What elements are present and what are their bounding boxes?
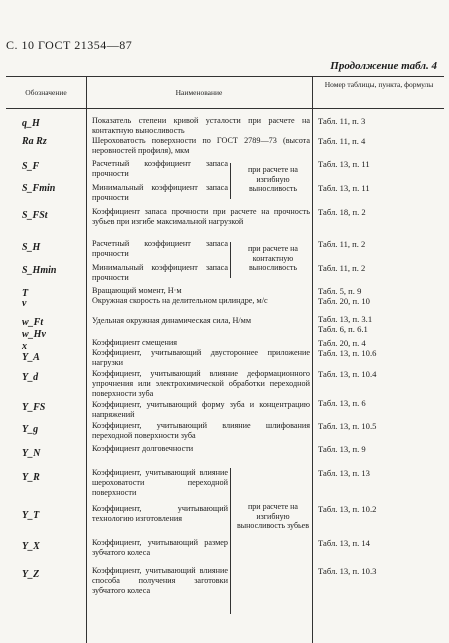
row-ref: Табл. 5, п. 9 <box>318 286 362 296</box>
symbol: S_Hmin <box>22 265 57 276</box>
row-name: Коэффициент запаса прочности при расчете на прочность зубьев при изгибе максимальной нагрузкой <box>92 207 310 227</box>
group-brace <box>230 468 231 614</box>
symbol: S_F <box>22 161 40 172</box>
group-brace <box>230 242 231 278</box>
symbol: Y_X <box>22 541 40 552</box>
symbol: Y_Z <box>22 569 40 580</box>
row-ref: Табл. 13, п. 10.5 <box>318 421 377 431</box>
row-ref: Табл. 13, п. 6 <box>318 398 366 408</box>
row-name: Минимальный коэффициент запаса прочности <box>92 183 228 203</box>
group-label-bending-teeth: при расчете на изгибную выносливость зубьев <box>236 502 309 530</box>
row-ref: Табл. 13, п. 9 <box>318 444 366 454</box>
symbol: T <box>22 288 29 299</box>
symbol: q_H <box>22 118 40 129</box>
group-label-bending: при расчете на изгибную выносливость <box>248 165 298 193</box>
row-name: Удельная окружная динамическая сила, Н/мм <box>92 316 252 325</box>
symbol: Y_FS <box>22 402 46 413</box>
row-name: Коэффициент, учитывающий технологию изготовления <box>92 504 228 524</box>
row-ref: Табл. 13, п. 3.1 <box>318 314 373 324</box>
row-name: Показатель степени кривой усталости при расчете на контактную выносливость <box>92 116 310 136</box>
row-name: Коэффициент, учитывающий влияние шероховатости переходной поверхности <box>92 468 228 498</box>
row-ref: Табл. 13, п. 11 <box>318 159 370 169</box>
row-ref: Табл. 18, п. 2 <box>318 207 366 217</box>
row-ref: Табл. 13, п. 11 <box>318 183 370 193</box>
row-ref: Табл. 6, п. 6.1 <box>318 324 368 334</box>
row-name: Коэффициент долговечности <box>92 444 194 453</box>
page-header: С. 10 ГОСТ 21354—87 <box>6 38 133 52</box>
symbol: S_H <box>22 242 41 253</box>
symbol: S_Fmin <box>22 183 56 194</box>
symbol: Y_R <box>22 472 40 483</box>
symbol: Y_d <box>22 372 39 383</box>
row-ref: Табл. 20, п. 10 <box>318 296 370 306</box>
row-ref: Табл. 13, п. 14 <box>318 538 370 548</box>
symbol: Y_g <box>22 424 39 435</box>
symbol: Y_A <box>22 352 40 363</box>
symbol: S_FSt <box>22 210 48 221</box>
row-name: Вращающий момент, Н·м <box>92 286 182 295</box>
row-ref: Табл. 11, п. 3 <box>318 116 366 126</box>
row-ref: Табл. 11, п. 4 <box>318 136 366 146</box>
row-name: Коэффициент, учитывающий двустороннее приложение нагрузки <box>92 348 310 368</box>
column-header-symbol: Обозначение <box>25 88 67 97</box>
row-ref: Табл. 13, п. 10.2 <box>318 504 377 514</box>
row-name: Коэффициент, учитывающий влияние способа получения заготовки зубчатого колеса <box>92 566 228 596</box>
row-ref: Табл. 20, п. 4 <box>318 338 366 348</box>
row-name: Коэффициент, учитывающий влияние шлифования переходной поверхности зуба <box>92 421 310 441</box>
symbol: Y_N <box>22 448 41 459</box>
row-ref: Табл. 13, п. 10.6 <box>318 348 377 358</box>
symbol: x <box>22 341 27 352</box>
column-divider <box>86 76 87 643</box>
row-ref: Табл. 13, п. 10.3 <box>318 566 377 576</box>
row-ref: Табл. 11, п. 2 <box>318 239 366 249</box>
column-divider <box>312 76 313 643</box>
symbol: w_Ft <box>22 317 44 328</box>
row-name: Расчетный коэффициент запаса прочности <box>92 239 228 259</box>
table-top-rule <box>6 76 444 77</box>
group-label-contact: при расчете на контактную выносливость <box>248 244 298 272</box>
row-ref: Табл. 13, п. 13 <box>318 468 370 478</box>
row-name: Минимальный коэффициент запаса прочности <box>92 263 228 283</box>
row-name: Коэффициент смещения <box>92 338 177 347</box>
column-header-ref: Номер таблицы, пункта, формулы <box>324 80 434 89</box>
table-header-rule <box>6 108 444 109</box>
row-name: Коэффициент, учитывающий влияние деформационного упрочнения или электрохимической обработки переходной поверхности зуба <box>92 369 310 399</box>
symbol: w_Hv <box>22 329 46 340</box>
row-name: Коэффициент, учитывающий размер зубчатого колеса <box>92 538 228 558</box>
row-name: Шероховатость поверхности по ГОСТ 2789—73 (высота неровностей профиля), мкм <box>92 136 310 156</box>
row-name: Коэффициент, учитывающий форму зуба и концентрацию напряжений <box>92 400 310 420</box>
row-ref: Табл. 13, п. 10.4 <box>318 369 377 379</box>
row-name: Расчетный коэффициент запаса прочности <box>92 159 228 179</box>
continuation-label: Продолжение табл. 4 <box>330 60 437 72</box>
symbol: Ra Rz <box>22 136 47 147</box>
column-header-name: Наименование <box>175 88 223 97</box>
symbol: v <box>22 298 27 309</box>
row-name: Окружная скорость на делительном цилиндре, м/с <box>92 296 268 305</box>
symbol: Y_T <box>22 510 40 521</box>
row-ref: Табл. 11, п. 2 <box>318 263 366 273</box>
group-brace <box>230 163 231 199</box>
